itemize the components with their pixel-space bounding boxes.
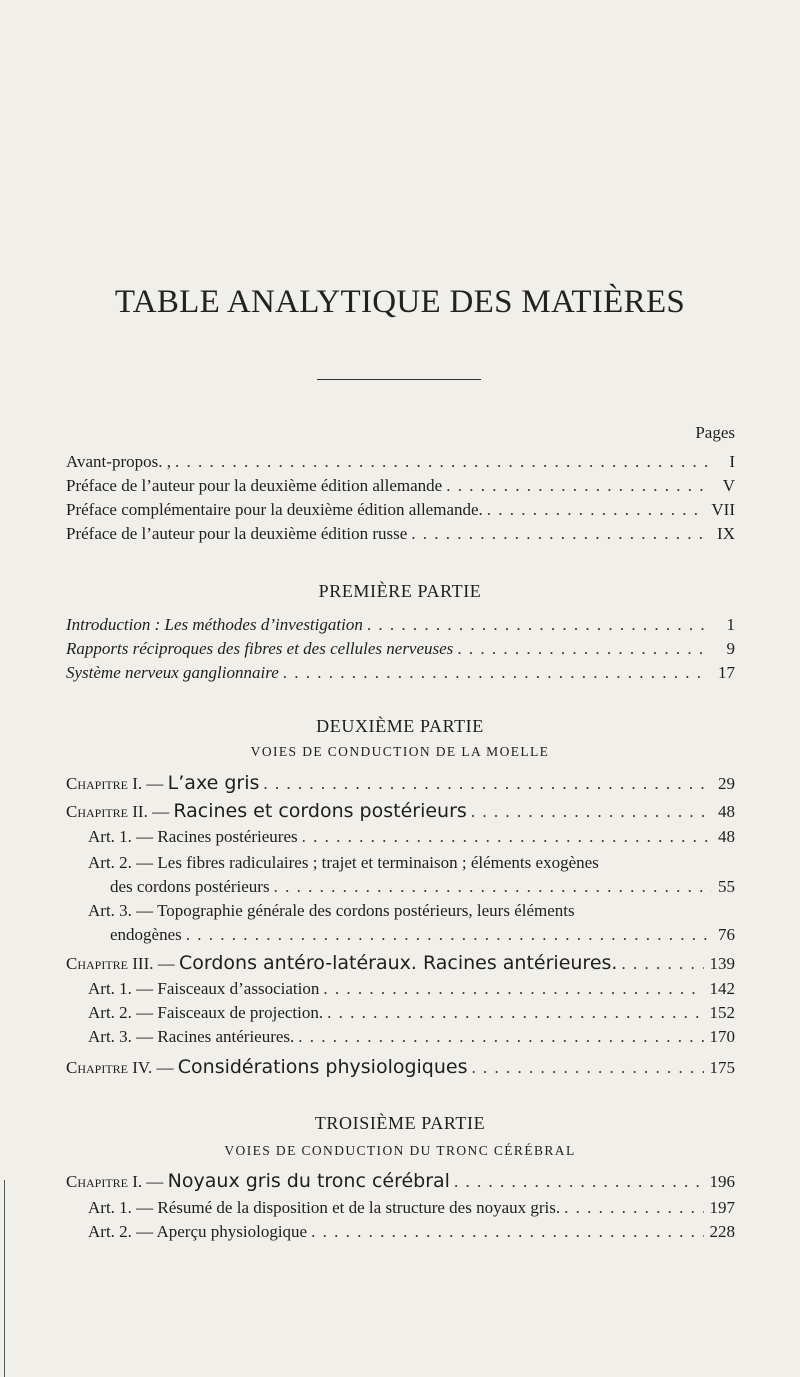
leader-dots (298, 827, 709, 847)
leader-dots (450, 1172, 704, 1192)
entry-page: IX (717, 524, 735, 543)
entry-label: Art. 2. — Faisceaux de projection. (88, 1003, 324, 1022)
entry-page: 175 (709, 1058, 735, 1077)
entry-label: Art. 2. — Aperçu physiologique (88, 1222, 308, 1241)
toc-entry-ch3-art2[interactable] (88, 1003, 735, 1027)
title-rule (317, 379, 481, 380)
entry-label: Avant-propos. , (66, 452, 171, 471)
entry-page: 197 (709, 1198, 735, 1217)
entry-label: Préface complémentaire pour la deuxième édition allemande. (66, 500, 483, 519)
leader-dots (323, 1003, 703, 1023)
leader-dots (483, 500, 706, 520)
toc-entry-ch3-art1[interactable] (88, 979, 735, 1003)
leader-dots (279, 663, 709, 683)
entry-label-line1: Art. 3. — Topographie générale des cordons postérieurs, leurs éléments (88, 901, 575, 920)
part3-subheading: VOIES DE CONDUCTION DU TRONC CÉRÉBRAL (224, 1143, 576, 1158)
leader-dots (363, 615, 709, 635)
entry-label: Système nerveux ganglionnaire (66, 663, 279, 682)
toc-entry-chapter-1[interactable] (66, 772, 735, 796)
entry-page: 9 (726, 639, 735, 658)
entry-label: Préface de l’auteur pour la deuxième édition allemande (66, 476, 443, 495)
chapter-prefix: Chapitre III. — (66, 954, 175, 973)
entry-label: Art. 1. — Faisceaux d’association (88, 979, 320, 998)
toc-entry-chapter-3[interactable] (66, 952, 735, 976)
leader-dots (468, 1058, 704, 1078)
part3-heading: TROISIÈME PARTIE (314, 1113, 486, 1133)
entry-page: I (729, 452, 735, 471)
leader-dots (182, 923, 712, 947)
toc-entry-ch2-art3[interactable] (88, 899, 735, 947)
leader-dots (259, 774, 709, 794)
leader-dots (319, 979, 703, 999)
chapter-title: Cordons antéro-latéraux. Racines antérieures. (179, 952, 618, 974)
toc-entry-rapports[interactable] (66, 639, 735, 663)
toc-entry-preface-russe[interactable] (66, 524, 735, 548)
entry-page: 76 (718, 925, 735, 944)
leader-dots (467, 802, 709, 822)
entry-page: 142 (709, 979, 735, 998)
toc-entry-ch2-art2[interactable] (88, 851, 735, 899)
toc-entry-chapter-4[interactable] (66, 1056, 735, 1080)
toc-entry-ch3-art3[interactable] (88, 1027, 735, 1051)
entry-page: 17 (718, 663, 735, 682)
entry-page: 48 (718, 827, 735, 846)
toc-entry-p3-art1[interactable] (88, 1198, 735, 1222)
entry-label-line1: Art. 2. — Les fibres radiculaires ; trajet et terminaison ; éléments exogènes (88, 853, 599, 872)
entry-page: 29 (718, 774, 735, 793)
toc-entry-systeme[interactable] (66, 663, 735, 687)
pages-column-header: Pages (695, 423, 735, 442)
entry-label-line2: des cordons postérieurs (110, 877, 270, 896)
chapter-prefix: Chapitre II. — (66, 802, 170, 821)
entry-label: Introduction : Les méthodes d’investigation (66, 615, 363, 634)
toc-entry-avant-propos[interactable] (66, 452, 735, 476)
part2-subheading: VOIES DE CONDUCTION DE LA MOELLE (250, 744, 550, 759)
entry-page: 139 (709, 954, 735, 973)
leader-dots (407, 524, 709, 544)
entry-label: Préface de l’auteur pour la deuxième édition russe (66, 524, 408, 543)
leader-dots (270, 875, 712, 899)
chapter-title: Considérations physiologiques (177, 1056, 468, 1078)
leader-dots (617, 954, 703, 974)
entry-page: V (722, 476, 735, 495)
binding-edge-line (4, 1180, 5, 1377)
chapter-title: L’axe gris (167, 772, 260, 794)
entry-page: 152 (709, 1003, 735, 1022)
toc-entry-preface-allemande[interactable] (66, 476, 735, 500)
page-title: TABLE ANALYTIQUE DES MATIÈRES (114, 284, 686, 320)
chapter-prefix: Chapitre IV. — (66, 1058, 174, 1077)
entry-page: 55 (718, 877, 735, 896)
entry-page: VII (711, 500, 735, 519)
entry-label: Rapports réciproques des fibres et des cellules nerveuses (66, 639, 454, 658)
entry-label: Art. 3. — Racines antérieures. (88, 1027, 295, 1046)
entry-label: Art. 1. — Résumé de la disposition et de la structure des noyaux gris. (88, 1198, 561, 1217)
toc-entry-preface-complementaire[interactable] (66, 500, 735, 524)
entry-page: 48 (718, 802, 735, 821)
leader-dots (442, 476, 709, 496)
entry-label-line2: endogènes (110, 925, 182, 944)
entry-page: 196 (709, 1172, 735, 1191)
toc-entry-part3-chapter-1[interactable] (66, 1170, 735, 1194)
chapter-title: Racines et cordons postérieurs (173, 800, 467, 822)
leader-dots (171, 452, 709, 472)
entry-page: 170 (709, 1027, 735, 1046)
leader-dots (307, 1222, 703, 1242)
entry-label: Art. 1. — Racines postérieures (88, 827, 298, 846)
entry-page: 1 (726, 615, 735, 634)
leader-dots (560, 1198, 703, 1218)
toc-entry-chapter-2[interactable] (66, 800, 735, 824)
leader-dots (294, 1027, 703, 1047)
part1-heading: PREMIÈRE PARTIE (318, 581, 482, 601)
part2-heading: DEUXIÈME PARTIE (316, 716, 484, 736)
chapter-title: Noyaux gris du tronc cérébral (167, 1170, 450, 1192)
toc-entry-p3-art2[interactable] (88, 1222, 735, 1246)
chapter-prefix: Chapitre I. — (66, 1172, 164, 1191)
leader-dots (453, 639, 709, 659)
entry-page: 228 (709, 1222, 735, 1241)
toc-entry-introduction[interactable] (66, 615, 735, 639)
toc-entry-ch2-art1[interactable] (88, 827, 735, 851)
chapter-prefix: Chapitre I. — (66, 774, 164, 793)
